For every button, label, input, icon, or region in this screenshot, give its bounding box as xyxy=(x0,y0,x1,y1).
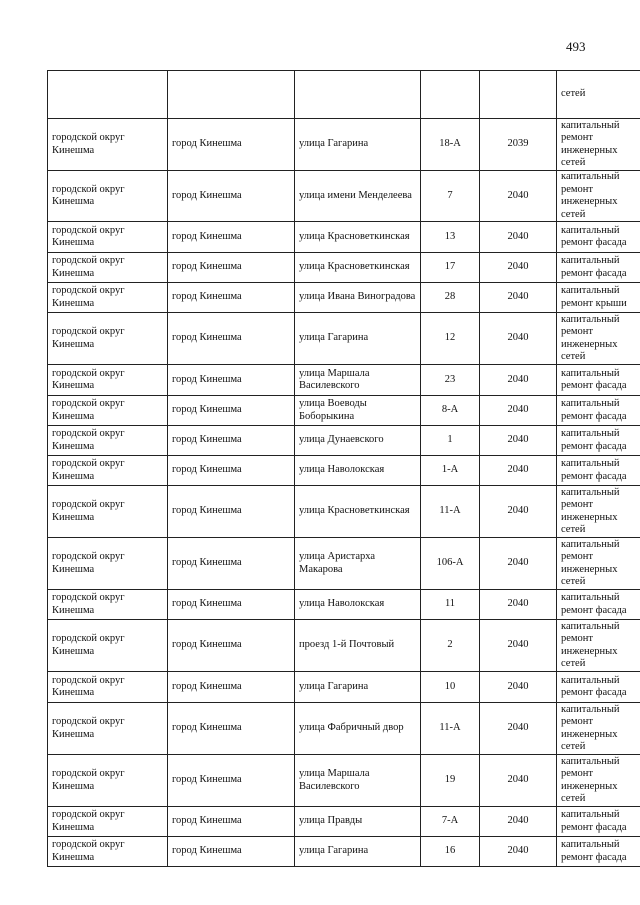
cell-work: капитальный ремонт фасада xyxy=(557,253,640,283)
cell-house: 1 xyxy=(421,426,480,456)
cell-street: улица Красноветкинская xyxy=(295,222,421,253)
cell-city: город Кинешма xyxy=(168,538,295,590)
cell-house: 23 xyxy=(421,365,480,396)
cell-work: капитальный ремонт фасада xyxy=(557,837,640,867)
cell-work: капитальный ремонт фасада xyxy=(557,396,640,426)
cell-city: город Кинешма xyxy=(168,837,295,867)
cell-year: 2039 xyxy=(480,119,557,171)
cell-work: капитальный ремонт инженерных сетей xyxy=(557,755,640,807)
cell-okrug: городской округ Кинешма xyxy=(48,538,168,590)
cell-street: улица Гагарина xyxy=(295,119,421,171)
table-row xyxy=(48,313,640,365)
cell-city: город Кинешма xyxy=(168,755,295,807)
table-row xyxy=(48,253,640,283)
table-row xyxy=(48,283,640,313)
cell-year: 2040 xyxy=(480,837,557,867)
cell-okrug: городской округ Кинешма xyxy=(48,755,168,807)
cell-year: 2040 xyxy=(480,620,557,672)
cell-city: город Кинешма xyxy=(168,283,295,313)
cell-city: город Кинешма xyxy=(168,119,295,171)
table-row xyxy=(48,119,640,171)
cell-house: 10 xyxy=(421,672,480,703)
cell-city: город Кинешма xyxy=(168,365,295,396)
table-body xyxy=(48,71,640,867)
cell-city: город Кинешма xyxy=(168,807,295,837)
cell-okrug: городской округ Кинешма xyxy=(48,486,168,538)
table-row xyxy=(48,486,640,538)
cell-work: сетей xyxy=(557,71,640,119)
cell-city: город Кинешма xyxy=(168,703,295,755)
table-row xyxy=(48,620,640,672)
cell-house: 7-А xyxy=(421,807,480,837)
cell-year: 2040 xyxy=(480,426,557,456)
cell-okrug: городской округ Кинешма xyxy=(48,837,168,867)
cell-street: улица Гагарина xyxy=(295,313,421,365)
cell-street: улица имени Менделеева xyxy=(295,171,421,222)
continuation-row xyxy=(48,71,640,119)
cell-work: капитальный ремонт инженерных сетей xyxy=(557,171,640,222)
cell-okrug: городской округ Кинешма xyxy=(48,703,168,755)
table-row xyxy=(48,426,640,456)
cell-city: город Кинешма xyxy=(168,313,295,365)
cell-year: 2040 xyxy=(480,171,557,222)
cell-okrug xyxy=(48,71,168,119)
cell-city: город Кинешма xyxy=(168,456,295,486)
cell-work: капитальный ремонт крыши xyxy=(557,283,640,313)
cell-work: капитальный ремонт фасада xyxy=(557,365,640,396)
cell-house: 7 xyxy=(421,171,480,222)
cell-okrug: городской округ Кинешма xyxy=(48,253,168,283)
cell-work: капитальный ремонт инженерных сетей xyxy=(557,703,640,755)
cell-street: улица Красноветкинская xyxy=(295,486,421,538)
cell-house: 13 xyxy=(421,222,480,253)
cell-city: город Кинешма xyxy=(168,426,295,456)
cell-year: 2040 xyxy=(480,755,557,807)
cell-year: 2040 xyxy=(480,283,557,313)
cell-year: 2040 xyxy=(480,313,557,365)
table-row xyxy=(48,590,640,620)
cell-house: 11 xyxy=(421,590,480,620)
cell-street: улица Аристарха Макарова xyxy=(295,538,421,590)
cell-work: капитальный ремонт фасада xyxy=(557,456,640,486)
cell-okrug: городской округ Кинешма xyxy=(48,283,168,313)
cell-street: улица Ивана Виноградова xyxy=(295,283,421,313)
cell-year: 2040 xyxy=(480,703,557,755)
cell-work: капитальный ремонт инженерных сетей xyxy=(557,620,640,672)
cell-house: 11-А xyxy=(421,486,480,538)
table-row xyxy=(48,807,640,837)
cell-house: 28 xyxy=(421,283,480,313)
cell-year: 2040 xyxy=(480,590,557,620)
cell-street: улица Гагарина xyxy=(295,837,421,867)
cell-okrug: городской округ Кинешма xyxy=(48,590,168,620)
cell-street: улица Маршала Василевского xyxy=(295,755,421,807)
cell-okrug: городской округ Кинешма xyxy=(48,807,168,837)
repair-schedule-table xyxy=(47,70,640,867)
cell-city: город Кинешма xyxy=(168,396,295,426)
cell-house xyxy=(421,71,480,119)
cell-work: капитальный ремонт инженерных сетей xyxy=(557,313,640,365)
cell-house: 19 xyxy=(421,755,480,807)
cell-work: капитальный ремонт инженерных сетей xyxy=(557,538,640,590)
cell-work: капитальный ремонт фасада xyxy=(557,222,640,253)
cell-year: 2040 xyxy=(480,253,557,283)
cell-house: 11-А xyxy=(421,703,480,755)
cell-house: 106-А xyxy=(421,538,480,590)
cell-work: капитальный ремонт фасада xyxy=(557,590,640,620)
cell-street: улица Маршала Василевского xyxy=(295,365,421,396)
cell-work: капитальный ремонт фасада xyxy=(557,807,640,837)
cell-year: 2040 xyxy=(480,672,557,703)
table-row xyxy=(48,396,640,426)
cell-okrug: городской округ Кинешма xyxy=(48,456,168,486)
cell-city: город Кинешма xyxy=(168,171,295,222)
table-row xyxy=(48,365,640,396)
cell-street: улица Дунаевского xyxy=(295,426,421,456)
cell-house: 12 xyxy=(421,313,480,365)
table-row xyxy=(48,222,640,253)
cell-house: 1-А xyxy=(421,456,480,486)
cell-okrug: городской округ Кинешма xyxy=(48,222,168,253)
table-row xyxy=(48,703,640,755)
cell-okrug: городской округ Кинешма xyxy=(48,672,168,703)
cell-street: улица Воеводы Боборыкина xyxy=(295,396,421,426)
cell-year: 2040 xyxy=(480,538,557,590)
cell-work: капитальный ремонт инженерных сетей xyxy=(557,119,640,171)
cell-okrug: городской округ Кинешма xyxy=(48,365,168,396)
cell-city: город Кинешма xyxy=(168,672,295,703)
cell-year xyxy=(480,71,557,119)
cell-street: проезд 1-й Почтовый xyxy=(295,620,421,672)
page-number: 493 xyxy=(566,39,586,54)
cell-year: 2040 xyxy=(480,807,557,837)
table-row xyxy=(48,538,640,590)
cell-house: 8-А xyxy=(421,396,480,426)
cell-city: город Кинешма xyxy=(168,590,295,620)
cell-okrug: городской округ Кинешма xyxy=(48,171,168,222)
cell-year: 2040 xyxy=(480,396,557,426)
cell-year: 2040 xyxy=(480,456,557,486)
cell-house: 17 xyxy=(421,253,480,283)
cell-street: улица Наволокская xyxy=(295,590,421,620)
table-row xyxy=(48,456,640,486)
cell-work: капитальный ремонт инженерных сетей xyxy=(557,486,640,538)
cell-work: капитальный ремонт фасада xyxy=(557,426,640,456)
cell-city: город Кинешма xyxy=(168,620,295,672)
table-row xyxy=(48,755,640,807)
table-row xyxy=(48,837,640,867)
cell-okrug: городской округ Кинешма xyxy=(48,620,168,672)
cell-city: город Кинешма xyxy=(168,253,295,283)
cell-street xyxy=(295,71,421,119)
cell-year: 2040 xyxy=(480,222,557,253)
cell-work: капитальный ремонт фасада xyxy=(557,672,640,703)
cell-house: 16 xyxy=(421,837,480,867)
cell-year: 2040 xyxy=(480,365,557,396)
cell-okrug: городской округ Кинешма xyxy=(48,313,168,365)
cell-street: улица Фабричный двор xyxy=(295,703,421,755)
table-row xyxy=(48,672,640,703)
cell-street: улица Наволокская xyxy=(295,456,421,486)
cell-city: город Кинешма xyxy=(168,222,295,253)
cell-street: улица Правды xyxy=(295,807,421,837)
cell-okrug: городской округ Кинешма xyxy=(48,426,168,456)
table-row xyxy=(48,171,640,222)
cell-city: город Кинешма xyxy=(168,486,295,538)
cell-street: улица Красноветкинская xyxy=(295,253,421,283)
cell-street: улица Гагарина xyxy=(295,672,421,703)
cell-okrug: городской округ Кинешма xyxy=(48,119,168,171)
cell-house: 18-А xyxy=(421,119,480,171)
cell-house: 2 xyxy=(421,620,480,672)
cell-year: 2040 xyxy=(480,486,557,538)
cell-okrug: городской округ Кинешма xyxy=(48,396,168,426)
cell-city xyxy=(168,71,295,119)
